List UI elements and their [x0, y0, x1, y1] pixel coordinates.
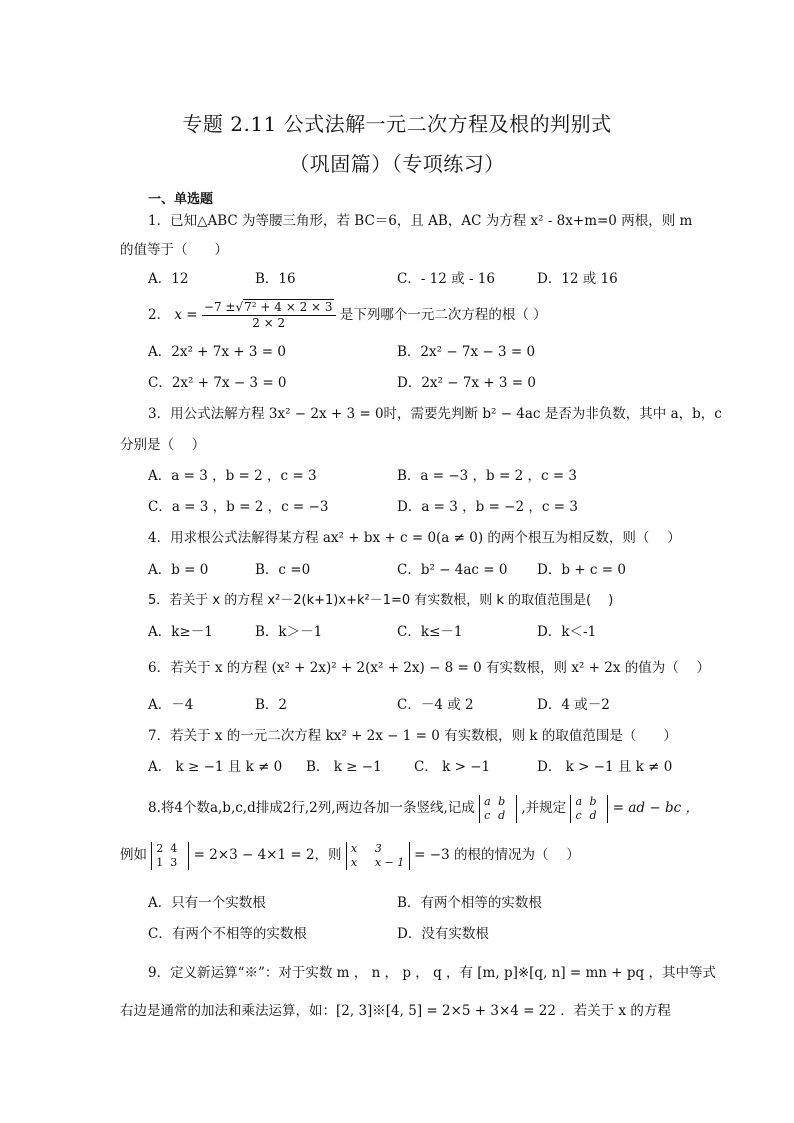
q2-option-b: B．2x² − 7x − 3 = 0 — [397, 344, 536, 360]
q2-option-a: A．2x² + 7x + 3 = 0 — [148, 344, 286, 360]
q7-option-c: C． k > −1 — [414, 759, 491, 775]
q5-option-c: C．k≤－1 — [397, 624, 463, 640]
q5-option-b: B．k＞－1 — [255, 624, 323, 640]
q8-example-label: 例如 — [120, 847, 147, 863]
q2-suffix: 是下列哪个一元二次方程的根（ ） — [339, 307, 547, 323]
question-8-text — [148, 792, 699, 824]
q8-text-c: = ad − bc ， — [612, 800, 699, 816]
question-8-text-cont — [120, 839, 580, 871]
q4-option-c: C．b² − 4ac = 0 — [397, 562, 508, 578]
q2-lhs: x = — [174, 307, 198, 323]
q5-option-d: D．k＜-1 — [537, 624, 597, 640]
q8-text-b: ,并规定 — [521, 800, 567, 816]
q6-option-c: C．－4 或 2 — [397, 697, 474, 713]
determinant-x: x 3 x x − 1 — [346, 842, 410, 870]
question-7-text: 7．若关于 x 的一元二次方程 kx² + 2x − 1 = 0 有实数根，则 k 的取值范围是（ ） — [148, 728, 677, 744]
q8-text-d: = −3 的根的情况为（ ） — [414, 847, 580, 863]
question-4-text: 4．用求根公式法解得某方程 ax² + bx + c = 0(a ≠ 0) 的两个根互为相反数，则（ ） — [148, 530, 681, 546]
q6-option-b: B．2 — [255, 697, 288, 713]
determinant-example: 2 4 1 3 — [151, 842, 189, 870]
question-6-text: 6．若关于 x 的方程 (x² + 2x)² + 2(x² + 2x) − 8 = 0 有实数根，则 x² + 2x 的值为（ ） — [148, 660, 711, 676]
q6-option-a: A．－4 — [148, 697, 194, 713]
q2-option-c: C．2x² + 7x − 3 = 0 — [148, 375, 287, 391]
q2-option-d: D．2x² − 7x + 3 = 0 — [397, 375, 537, 391]
question-2-text — [148, 300, 547, 331]
page-title: 专题 2.11 公式法解一元二次方程及根的判别式 — [182, 112, 612, 136]
q3-option-c: C．a = 3 ，b = 2 ，c = −3 — [148, 499, 329, 515]
q4-option-a: A．b = 0 — [148, 562, 209, 578]
q1-option-b: B．16 — [255, 271, 296, 287]
q8-option-a: A．只有一个实数根 — [148, 895, 266, 911]
q7-option-d: D． k > −1 且 k ≠ 0 — [537, 759, 673, 775]
q2-fraction — [202, 300, 336, 331]
q3-option-d: D．a = 3 ，b = −2 ，c = 3 — [397, 499, 578, 515]
q1-option-c: C．- 12 或 - 16 — [397, 271, 495, 287]
question-9-text-cont: 右边是通常的加法和乘法运算，如：[2, 3]※[4, 5] = 2×5 + 3×4 = 22 ．若关于 x 的方程 — [120, 1003, 671, 1019]
q8-option-d: D．没有实数根 — [397, 926, 489, 942]
q4-option-b: B．c =0 — [255, 562, 311, 578]
q8-option-b: B．有两个相等的实数根 — [397, 895, 542, 911]
determinant-abcd-rule: a b c d — [570, 795, 608, 823]
q2-radicand: 7² + 4 × 2 × 3 — [244, 300, 333, 314]
q2-numerator: −7 ±√7² + 4 × 2 × 3 — [202, 300, 336, 316]
q1-option-d: D．12 或 16 — [537, 271, 618, 287]
q1-option-a: A．12 — [148, 271, 189, 287]
question-9-text: 9．定义新运算“※”：对于实数 m ， n ， p ， q ，有 [m, p]※[q, n] = mn + pq ，其中等式 — [148, 965, 716, 981]
q5-option-a: A．k≥－1 — [148, 624, 213, 640]
q7-option-b: B． k ≥ −1 — [306, 759, 382, 775]
determinant-abcd: a b c d — [479, 795, 517, 823]
q3-option-a: A．a = 3 ，b = 2 ，c = 3 — [148, 468, 317, 484]
q2-prefix: 2． — [148, 307, 171, 323]
q6-option-d: D．4 或－2 — [537, 697, 610, 713]
question-1-text-cont: 的值等于（ ） — [120, 242, 228, 258]
q8-text-a: 8.将4个数a,b,c,d排成2行,2列,两边各加一条竖线,记成 — [148, 800, 475, 816]
question-5-text: 5．若关于 x 的方程 x²－2(k+1)x+k²－1=0 有实数根，则 k 的取值范围是( ) — [148, 593, 614, 608]
q8-example-result: = 2×3 − 4×1 = 2，则 — [193, 847, 342, 863]
q8-option-c: C．有两个不相等的实数根 — [148, 926, 307, 942]
page-subtitle: （巩固篇）（专项练习） — [289, 152, 505, 176]
q2-denominator: 2 × 2 — [252, 316, 286, 330]
q7-option-a: A． k ≥ −1 且 k ≠ 0 — [148, 759, 283, 775]
section-heading: 一、单选题 — [148, 192, 214, 207]
q4-option-d: D．b + c = 0 — [537, 562, 626, 578]
question-1-text: 1．已知△ABC 为等腰三角形，若 BC＝6，且 AB，AC 为方程 x² - 8x+m=0 两根，则 m — [148, 213, 693, 229]
question-3-text-cont: 分别是（ ） — [120, 437, 206, 453]
q3-option-b: B．a = −3 ，b = 2 ，c = 3 — [397, 468, 578, 484]
question-3-text: 3．用公式法解方程 3x² − 2x + 3 = 0时，需要先判断 b² − 4ac 是否为非负数，其中 a，b，c — [148, 406, 722, 422]
